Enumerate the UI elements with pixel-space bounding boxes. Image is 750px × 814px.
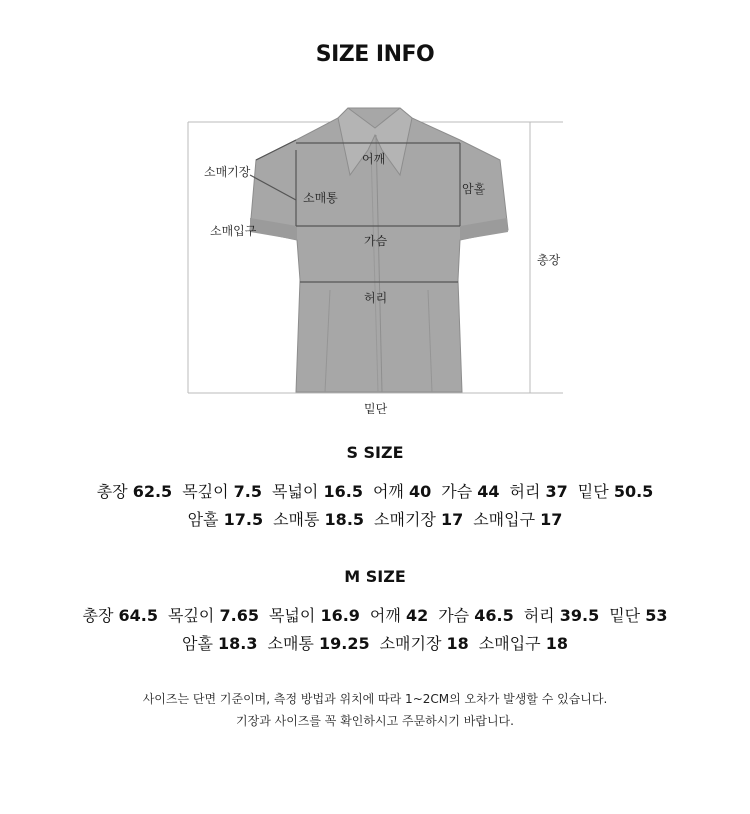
s-size-row1 [0, 479, 750, 505]
size-measure-item [182, 634, 258, 653]
measure-name: 어깨 [369, 606, 401, 625]
measure-value: 16.9 [320, 606, 360, 625]
measure-value: 44 [477, 482, 500, 501]
measure-value: 17 [540, 510, 563, 529]
measure-name: 소매기장 [374, 510, 436, 529]
size-measure-item [370, 606, 428, 625]
size-measure-item [441, 482, 499, 501]
measure-value: 62.5 [132, 482, 173, 501]
measure-value: 16.5 [323, 482, 363, 501]
sleeve-length-label: 소매기장 [204, 165, 251, 179]
size-measure-item [273, 510, 364, 529]
measure-name: 목깊이 [182, 482, 229, 501]
measure-value: 42 [405, 606, 429, 625]
measure-name: 목넓이 [268, 606, 316, 625]
measure-value: 19.25 [318, 634, 370, 653]
size-measure-item [268, 634, 370, 653]
size-measure-item [269, 606, 360, 625]
measure-value: 64.5 [118, 606, 159, 625]
hem-label: 밑단 [364, 402, 388, 416]
waist-label: 허리 [364, 291, 388, 305]
measure-name: 소매입구 [473, 510, 536, 529]
measure-name: 소매통 [267, 634, 314, 653]
measure-name: 소매통 [273, 510, 320, 529]
measure-value: 18.3 [218, 634, 258, 653]
size-measure-item [510, 482, 568, 501]
measure-value: 17 [440, 510, 464, 529]
measure-name: 총장 [82, 606, 114, 625]
measure-value: 37 [545, 482, 568, 501]
measure-name: 밑단 [609, 606, 641, 625]
measure-value: 18.5 [324, 510, 365, 529]
measure-value: 7.65 [219, 606, 259, 625]
size-measure-item [438, 606, 514, 625]
size-measure-item [83, 606, 159, 625]
measure-value: 39.5 [559, 606, 600, 625]
measure-value: 18 [545, 634, 568, 653]
m-size-title: M SIZE [344, 567, 406, 586]
size-measure-item [374, 510, 463, 529]
measure-value: 7.5 [233, 482, 262, 501]
s-size-row2 [0, 507, 750, 533]
measure-name: 허리 [523, 606, 555, 625]
size-measure-item [380, 634, 469, 653]
measure-value: 46.5 [474, 606, 514, 625]
size-measure-item [578, 482, 654, 501]
measure-name: 어깨 [372, 482, 404, 501]
size-note-line1: 사이즈는 단면 기준이며, 측정 방법과 위치에 따라 1~2CM의 오차가 발생할 수 있습니다. [142, 692, 608, 706]
size-measure-item [97, 482, 173, 501]
sleeve-opening-label: 소매입구 [210, 224, 257, 238]
size-measure-item [182, 482, 262, 501]
size-measure-item [609, 606, 667, 625]
measure-value: 40 [408, 482, 432, 501]
size-measure-item [373, 482, 431, 501]
measure-name: 목넓이 [272, 482, 319, 501]
measure-value: 53 [645, 606, 668, 625]
size-measure-item [473, 510, 562, 529]
measure-name: 가슴 [441, 482, 473, 501]
size-measure-item [479, 634, 568, 653]
measure-name: 소매입구 [478, 634, 541, 653]
measure-name: 목깊이 [168, 606, 215, 625]
armhole-label: 암홀 [462, 182, 486, 196]
total-length-label: 총장 [537, 253, 561, 267]
measure-value: 18 [446, 634, 469, 653]
measure-name: 밑단 [577, 482, 609, 501]
s-size-title: S SIZE [346, 443, 404, 462]
measure-name: 총장 [96, 482, 128, 501]
measure-name: 가슴 [438, 606, 470, 625]
sleeve-width-label: 소매통 [303, 191, 338, 205]
shoulder-label: 어깨 [362, 152, 386, 166]
size-measure-item [524, 606, 600, 625]
size-note-line2: 기장과 사이즈를 꼭 확인하시고 주문하시기 바랍니다. [236, 714, 514, 728]
chest-label: 가슴 [364, 234, 388, 248]
measure-name: 소매기장 [379, 634, 442, 653]
measure-name: 암홀 [182, 634, 213, 653]
measure-name: 암홀 [187, 510, 219, 529]
measure-name: 허리 [509, 482, 541, 501]
size-measure-item [188, 510, 264, 529]
measure-value: 50.5 [613, 482, 654, 501]
size-measure-item [272, 482, 363, 501]
page-title: SIZE INFO [315, 42, 435, 67]
size-measure-item [168, 606, 259, 625]
m-size-row2 [0, 631, 750, 657]
m-size-row1 [0, 603, 750, 629]
measure-value: 17.5 [223, 510, 264, 529]
